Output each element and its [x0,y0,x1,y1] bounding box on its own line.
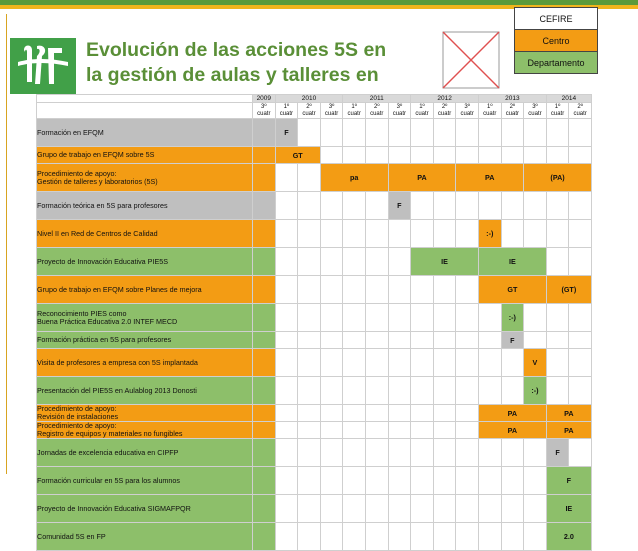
semester-header: 3º cuatr [253,103,276,119]
timeline-table [36,94,592,551]
table-row [37,439,592,467]
title-line-1: Evolución de las acciones 5S en [86,39,387,61]
left-divider [6,14,7,474]
activity-mark: PA [456,164,524,192]
table-row [37,523,592,551]
table-row [37,276,592,304]
table-row [37,304,592,332]
activity-label: Procedimiento de apoyo: Revisión de instalaciones [37,405,253,422]
semester-header: 2º cuatr [569,103,592,119]
activity-label: Presentación del PIE5S en Aulablog 2013 Donosti [37,377,253,405]
table-row [37,377,592,405]
activity-mark: (GT) [546,276,591,304]
semester-header: 2º cuatr [365,103,388,119]
activity-label: Grupo de trabajo en EFQM sobre 5S [37,147,253,164]
semester-header: 3º cuatr [320,103,343,119]
table-row [37,119,592,147]
activity-label: Jornadas de excelencia educativa en CIPFP [37,439,253,467]
year-2014: 2014 [546,95,591,103]
school-logo [10,38,76,94]
activity-mark: :-) [478,220,501,248]
activity-mark: pa [320,164,388,192]
header-corner [37,95,253,103]
semester-header: 1º cuatr [275,103,298,119]
activity-mark: F [388,192,411,220]
activity-mark: GT [478,276,546,304]
activity-mark: PA [546,422,591,439]
semester-header: 1º cuatr [478,103,501,119]
activity-label: Proyecto de Innovación Educativa PIE5S [37,248,253,276]
semester-header: 3º cuatr [524,103,547,119]
crossed-box-icon [425,30,503,90]
activity-mark: F [275,119,298,147]
activity-label: Formación teórica en 5S para profesores [37,192,253,220]
semester-header: 1º cuatr [411,103,434,119]
activity-mark: F [501,332,524,349]
page-title [86,38,426,88]
activity-mark: :-) [524,377,547,405]
table-row [37,332,592,349]
semester-header: 2º cuatr [298,103,321,119]
activity-label: Nivel II en Red de Centros de Calidad [37,220,253,248]
activity-label: Proyecto de Innovación Educativa SIGMAFPQR [37,495,253,523]
table-row [37,405,592,422]
activity-mark: PA [546,405,591,422]
activity-label: Procedimiento de apoyo: Registro de equipos y materiales no fungibles [37,422,253,439]
table-row [37,248,592,276]
semester-header: 1º cuatr [546,103,569,119]
activity-label: Comunidad 5S en FP [37,523,253,551]
year-2010: 2010 [275,95,343,103]
activity-mark: 2.0 [546,523,591,551]
semester-header: 2º cuatr [433,103,456,119]
year-2013: 2013 [478,95,546,103]
activity-mark: IE [411,248,479,276]
activity-mark: :-) [501,304,524,332]
activity-mark: IE [478,248,546,276]
year-header-row [37,95,592,103]
activity-mark: PA [478,422,546,439]
table-row [37,349,592,377]
legend-centro: Centro [514,29,598,52]
activity-mark: IE [546,495,591,523]
activity-mark: PA [388,164,456,192]
legend [514,8,598,74]
year-2011: 2011 [343,95,411,103]
activity-mark: PA [478,405,546,422]
year-2009: 2009 [253,95,276,103]
activity-label: Formación práctica en 5S para profesores [37,332,253,349]
activity-mark: V [524,349,547,377]
table-row [37,192,592,220]
table-row [37,467,592,495]
activity-label: Visita de profesores a empresa con 5S implantada [37,349,253,377]
table-row [37,422,592,439]
year-2012: 2012 [411,95,479,103]
title-line-2: la gestión de aulas y talleres en [86,64,379,86]
activity-label: Formación curricular en 5S para los alumnos [37,467,253,495]
activity-label: Formación en EFQM [37,119,253,147]
header-corner [37,103,253,119]
table-row [37,164,592,192]
semester-header: 2º cuatr [501,103,524,119]
table-row [37,147,592,164]
activity-mark: (PA) [524,164,592,192]
activity-label: Procedimiento de apoyo: Gestión de talleres y laboratorios (5S) [37,164,253,192]
semester-header: 3º cuatr [456,103,479,119]
semester-header-row [37,103,592,119]
activity-label: Grupo de trabajo en EFQM sobre Planes de mejora [37,276,253,304]
semester-header: 1º cuatr [343,103,366,119]
activity-label: Reconocimiento PIES como Buena Práctica Educativa 2.0 INTEF MECD [37,304,253,332]
activity-mark: F [546,467,591,495]
activity-mark: F [546,439,569,467]
activity-mark: GT [275,147,320,164]
table-row [37,495,592,523]
table-row [37,220,592,248]
semester-header: 3º cuatr [388,103,411,119]
legend-departamento: Departamento [514,51,598,74]
legend-cefire: CEFIRE [514,7,598,30]
